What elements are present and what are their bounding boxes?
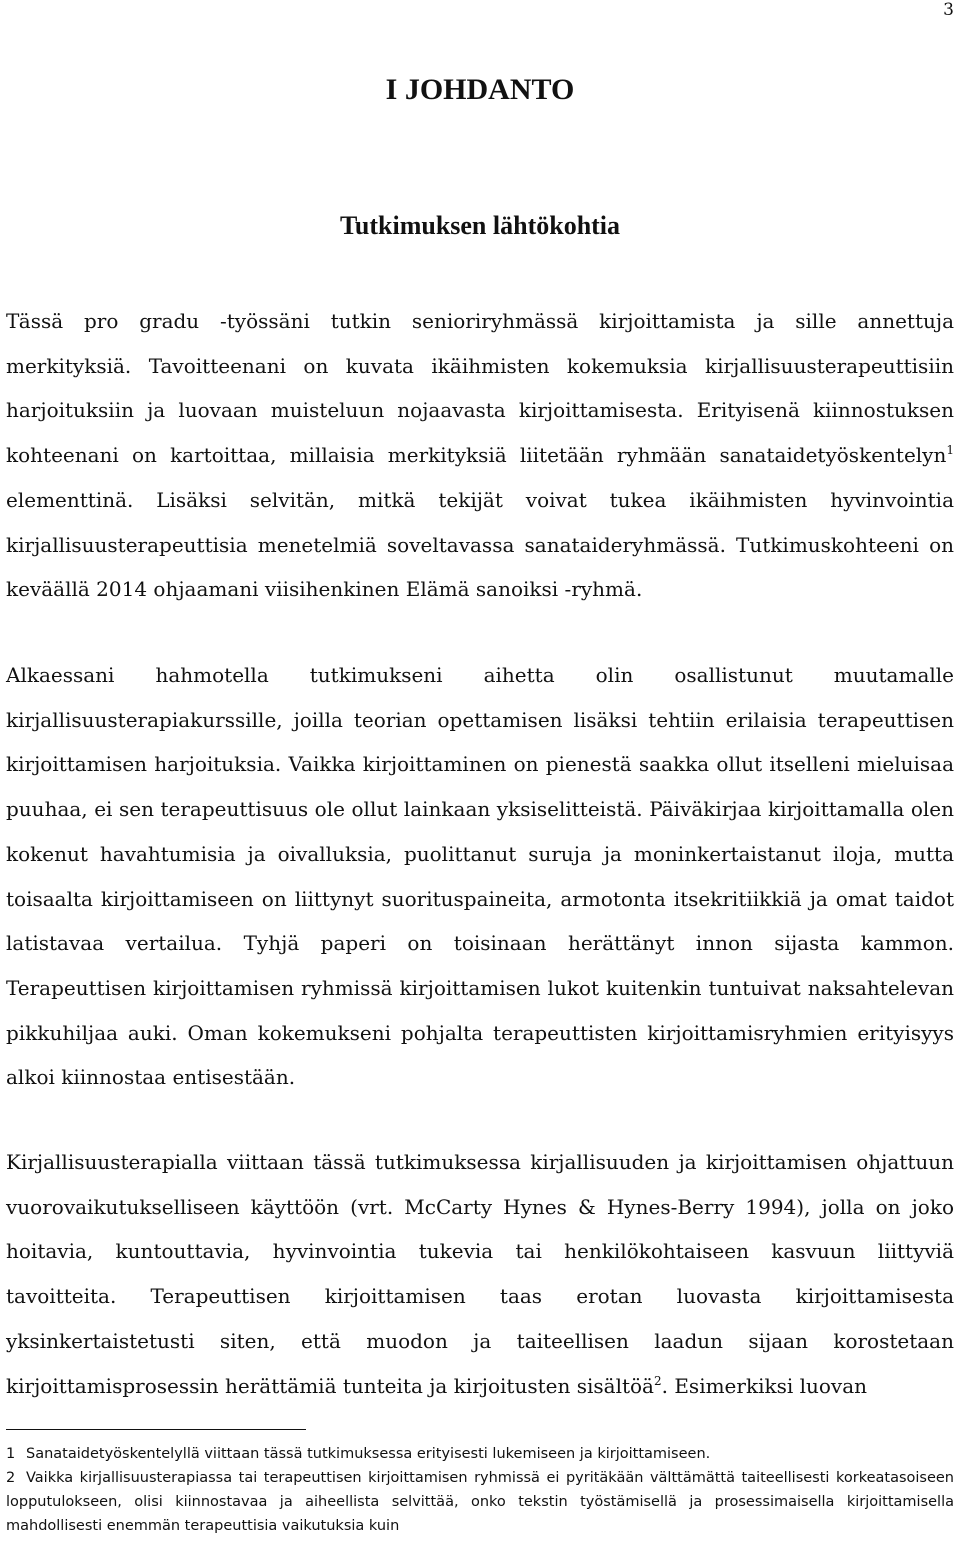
footnote-2-mark: 2 — [6, 1470, 16, 1486]
paragraph-1-text-b: elementtinä. Lisäksi selvitän, mitkä tekijät voivat tukea ikäihmisten hyvinvointia kirjallisuusterapeuttisia menetelmiä soveltavassa sanataideryhmässä. Tutkimuskohteeni on keväällä 2014 ohjaamani viisihenkinen Elämä sanoiksi -ryhmä. — [6, 487, 954, 602]
page-number: 3 — [943, 0, 954, 20]
footnote-1 — [6, 1442, 954, 1466]
footnotes — [6, 1442, 954, 1538]
paragraph-2: Alkaessani hahmotella tutkimukseni aihetta olin osallistunut muutamalle kirjallisuusterapiakurssille, joilla teorian opettamisen lisäksi tehtiin erilaisia terapeuttisen kirjoittamisen harjoituksia. Vaikka kirjoittaminen on pienestä saakka ollut itselleni mieluisaa puuhaa, ei sen terapeuttisuus ole ollut lainkaan yksiselitteistä. Päiväkirjaa kirjoittamalla olen kokenut havahtumisia ja oivalluksia, puolittanut suruja ja moninkertaistanut iloja, mutta toisaalta kirjoittamiseen on liittynyt suorituspaineita, armotonta itsekritiikkiä ja omat taidot latistavaa vertailua. Tyhjä paperi on toisinaan herättänyt innon sijasta kammon. Terapeuttisen kirjoittamisen ryhmissä kirjoittamisen lukot kuitenkin tuntuivat naksahtelevan pikkuhiljaa auki. Oman kokemukseni pohjalta terapeuttisten kirjoittamisryhmien erityisyys alkoi kiinnostaa entisestään. — [6, 663, 954, 1090]
paragraph-3 — [6, 1140, 954, 1408]
footnote-1-mark: 1 — [6, 1446, 16, 1462]
paragraph-1-text-a: Tässä pro gradu -työssäni tutkin senioriryhmässä kirjoittamista ja sille annettuja merkityksiä. Tavoitteenani on kuvata ikäihmisten kokemuksia kirjallisuusterapeuttisiin harjoituksiin ja luovaan muisteluun nojaavasta kirjoittamisesta. Erityisenä kiinnostuksen kohteenani on kartoittaa, millaisia merkityksiä liitetään ryhmään sanataidetyöskentelyn — [6, 309, 954, 468]
footnote-ref-1: 1 — [946, 443, 954, 458]
footnote-2-text: Vaikka kirjallisuusterapiassa tai terapeuttisen kirjoittamisen ryhmissä ei pyritäkään välttämättä taiteellisesti korkeatasoiseen lopputulokseen, olisi kiinnostavaa ja aiheellista selvittää, onko tekstin työstämisellä ja prosessimaisella kirjoittamisella mahdollisesti enemmän terapeuttisia vaikutuksia kuin — [6, 1470, 954, 1534]
footnote-ref-2: 2 — [653, 1373, 662, 1388]
section-title: Tutkimuksen lähtökohtia — [339, 211, 621, 240]
paragraph-1 — [6, 299, 954, 612]
footnote-divider — [6, 1429, 306, 1430]
footnote-2 — [6, 1466, 954, 1538]
footnote-1-text: Sanataidetyöskentelyllä viittaan tässä tutkimuksessa erityisesti lukemiseen ja kirjoittamiseen. — [26, 1446, 711, 1462]
paragraph-3-text-b: . Esimerkiksi luovan — [661, 1373, 868, 1398]
paragraph-3-text-a: Kirjallisuusterapialla viittaan tässä tutkimuksessa kirjallisuuden ja kirjoittamisen ohjattuun vuorovaikutukselliseen käyttöön (vrt. McCarty Hynes & Hynes-Berry 1994), jolla on joko hoitavia, kuntouttavia, hyvinvointia tukevia tai henkilökohtaiseen kasvuun liittyviä tavoitteita. Terapeuttisen kirjoittamisen taas erotan luovasta kirjoittamisesta yksinkertaistetusti siten, että muodon ja taiteellisen laadun sijaan korostetaan kirjoittamisprosessin herättämiä tunteita ja kirjoitusten sisältöä — [6, 1150, 954, 1398]
chapter-title: I JOHDANTO — [385, 73, 575, 106]
